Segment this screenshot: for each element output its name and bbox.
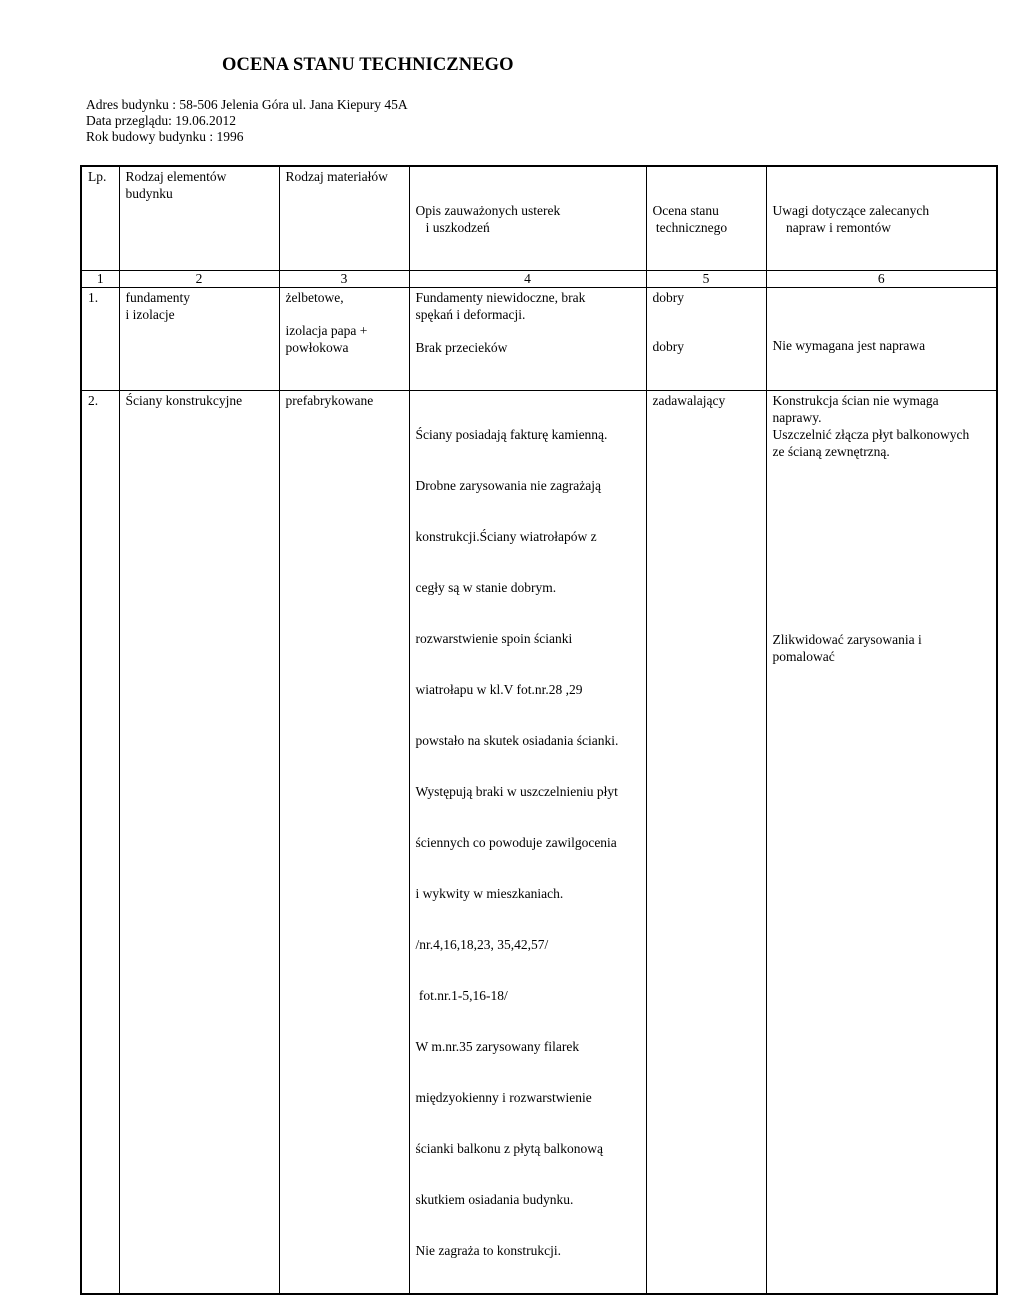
column-number: 4 [409, 271, 646, 288]
row-remarks: Nie wymagana jest naprawa [766, 288, 997, 391]
header-repair-remarks: Uwagi dotyczące zalecanych napraw i remontów [766, 166, 997, 271]
row-lp: 1. [81, 288, 119, 391]
row-rating: dobry dobry [646, 288, 766, 391]
building-address: Adres budynku : 58-506 Jelenia Góra ul. Jana Kiepury 45A [86, 97, 408, 112]
table-header-row [81, 166, 997, 271]
document-title: OCENA STANU TECHNICZNEGO [222, 55, 514, 75]
header-lp: Lp. [81, 166, 119, 271]
header-material-type: Rodzaj materiałów [279, 166, 409, 271]
assessment-table [80, 165, 998, 1295]
table-row [81, 288, 997, 391]
row-element: Ściany konstrukcyjne [119, 391, 279, 1295]
building-info [86, 97, 408, 145]
column-numbers-row [81, 271, 997, 288]
header-defects-description: Opis zauważonych usterek i uszkodzeń [409, 166, 646, 271]
column-number: 2 [119, 271, 279, 288]
column-number: 5 [646, 271, 766, 288]
header-element-type: Rodzaj elementów budynku [119, 166, 279, 271]
row-material: żelbetowe, izolacja papa + powłokowa [279, 288, 409, 391]
column-number: 3 [279, 271, 409, 288]
row-remarks: Konstrukcja ścian nie wymaga naprawy. Uszczelnić złącza płyt balkonowych ze ścianą zewnętrzną. Zlikwidować zarysowania i pomalować [766, 391, 997, 1295]
row-element: fundamenty i izolacje [119, 288, 279, 391]
row-material: prefabrykowane [279, 391, 409, 1295]
row-description: Ściany posiadają fakturę kamienną. Drobne zarysowania nie zagrażają konstrukcji.Ściany wiatrołapów z cegły są w stanie dobrym. rozwarstwienie spoin ścianki wiatrołapu w kl.V fot.nr.28 ,29 powstało na skutek osiadania ścianki. Występują braki w uszczelnieniu płyt ściennych co powoduje zawilgocenia i wykwity w mieszkaniach. /nr.4,16,18,23, 35,42,57/ fot.nr.1-5,16-18/ W m.nr.35 zarysowany filarek międzyokienny i rozwarstwienie ścianki balkonu z płytą balkonową skutkiem osiadania budynku. Nie zagraża to konstrukcji. [409, 391, 646, 1295]
column-number: 6 [766, 271, 997, 288]
header-technical-rating: Ocena stanu technicznego [646, 166, 766, 271]
inspection-date: Data przeglądu: 19.06.2012 [86, 113, 236, 128]
construction-year: Rok budowy budynku : 1996 [86, 129, 244, 144]
row-description: Fundamenty niewidoczne, brak spękań i deformacji. Brak przecieków [409, 288, 646, 391]
column-number: 1 [81, 271, 119, 288]
row-lp: 2. [81, 391, 119, 1295]
table-row [81, 391, 997, 1295]
row-rating: zadawalający [646, 391, 766, 1295]
